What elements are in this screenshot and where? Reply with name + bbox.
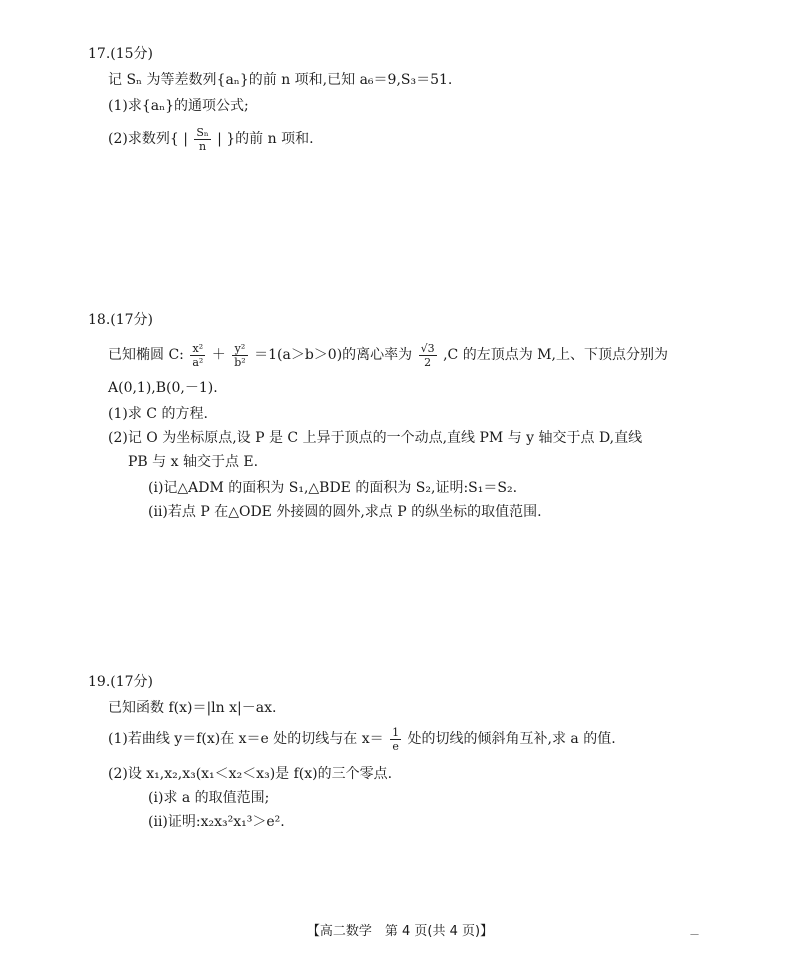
problem-18-q2-cont: PB 与 x 轴交于点 E.	[128, 454, 259, 470]
problem-18-q2: (2)记 O 为坐标原点,设 P 是 C 上异于顶点的一个动点,直线 PM 与 y 轴交于点 D,直线	[108, 430, 643, 446]
q2-suffix: | }的前 n 项和.	[217, 131, 314, 147]
fraction-1-over-e	[390, 726, 401, 753]
fraction-denominator: a²	[192, 355, 204, 369]
problem-19-q2-ii: (ⅱ)证明:x₂x₃²x₁³＞e².	[148, 814, 285, 830]
stem-part-a: 已知椭圆 C:	[108, 347, 184, 363]
problem-18-q2-ii: (ⅱ)若点 P 在△ODE 外接圆的圆外,求点 P 的纵坐标的取值范围.	[148, 504, 542, 520]
fraction-y2-over-b2	[232, 342, 247, 369]
problem-19-q1	[108, 722, 616, 756]
stem-part-c: ,C 的左顶点为 M,上、下顶点分别为	[443, 347, 668, 363]
problem-17-header: 17.(15分)	[88, 46, 154, 62]
problem-18-stem-cont: A(0,1),B(0,－1).	[108, 380, 218, 396]
fraction-sqrt3-over-2	[419, 342, 437, 369]
q1-part-a: (1)若曲线 y＝f(x)在 x＝e 处的切线与在 x＝	[108, 731, 384, 747]
fraction-sn-over-n	[194, 126, 210, 153]
fraction-denominator: b²	[234, 355, 246, 369]
corner-mark: —	[690, 930, 699, 940]
problem-18-stem	[108, 338, 668, 372]
problem-19-header: 19.(17分)	[88, 674, 154, 690]
fraction-numerator: Sₙ	[196, 125, 209, 139]
fraction-numerator: x²	[190, 342, 205, 356]
problem-17-q2	[108, 124, 314, 154]
fraction-denominator: n	[198, 139, 207, 153]
problem-17-q1: (1)求{aₙ}的通项公式;	[108, 98, 249, 114]
page-footer: 【高二数学 第 4 页(共 4 页)】	[306, 924, 494, 939]
problem-18-header: 18.(17分)	[88, 312, 154, 328]
fraction-numerator: √3	[420, 341, 435, 355]
fraction-numerator: y²	[232, 342, 247, 356]
problem-19-q2-i: (ⅰ)求 a 的取值范围;	[148, 790, 270, 806]
fraction-x2-over-a2	[190, 342, 205, 369]
problem-18-q2-i: (ⅰ)记△ADM 的面积为 S₁,△BDE 的面积为 S₂,证明:S₁＝S₂.	[148, 480, 518, 496]
stem-part-b: ＝1(a＞b＞0)的离心率为	[254, 347, 413, 363]
problem-18-q1: (1)求 C 的方程.	[108, 406, 208, 422]
fraction-denominator: 2	[424, 355, 432, 369]
q2-prefix: (2)求数列{ |	[108, 131, 188, 147]
q1-part-b: 处的切线的倾斜角互补,求 a 的值.	[407, 731, 616, 747]
problem-19-stem: 已知函数 f(x)＝|ln x|－ax.	[108, 700, 277, 716]
problem-17-stem: 记 Sₙ 为等差数列{aₙ}的前 n 项和,已知 a₆＝9,S₃＝51.	[108, 72, 453, 88]
fraction-numerator: 1	[392, 725, 400, 739]
fraction-denominator: e	[392, 739, 399, 753]
problem-19-q2: (2)设 x₁,x₂,x₃(x₁＜x₂＜x₃)是 f(x)的三个零点.	[108, 766, 393, 782]
plus-sign: ＋	[211, 347, 226, 363]
